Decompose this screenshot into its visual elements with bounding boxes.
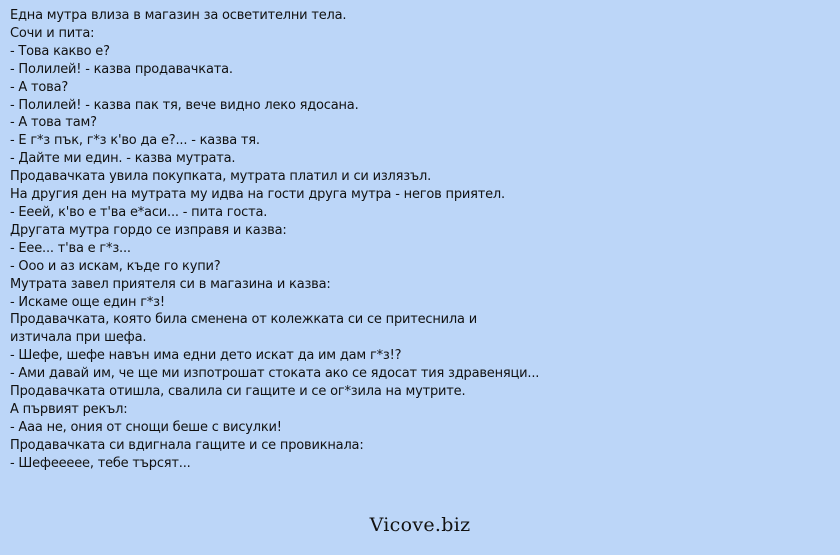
joke-line: Другата мутра гордо се изправя и казва:	[10, 222, 287, 238]
joke-line: - Ооо и аз искам, къде го купи?	[10, 258, 221, 274]
joke-line: - А това?	[10, 79, 69, 95]
joke-line: - Шефе, шефе навън има едни дето искат да им дам г*з!?	[10, 348, 402, 364]
joke-line: А първият рекъл:	[10, 401, 128, 417]
joke-line: Сочи и пита:	[10, 25, 95, 41]
joke-line: - Това какво е?	[10, 43, 110, 59]
joke-line: - Полилей! - казва пак тя, вече видно леко ядосана.	[10, 97, 359, 113]
joke-line: Продавачката отишла, свалила си гащите и се ог*зила на мутрите.	[10, 384, 466, 400]
joke-line: - Ами давай им, че ще ми изпотрошат стоката ако се ядосат тия здравеняци...	[10, 366, 540, 382]
joke-line: - Ааа не, ония от снощи беше с висулки!	[10, 419, 282, 435]
joke-line: - А това там?	[10, 115, 97, 131]
joke-line: - Ееей, к'во е т'ва е*аси... - пита госта.	[10, 204, 268, 220]
joke-line: Една мутра влиза в магазин за осветителни тела.	[10, 8, 347, 23]
joke-line: На другия ден на мутрата му идва на гости друга мутра - негов приятел.	[10, 187, 505, 203]
joke-line: - Еее... т'ва е г*з...	[10, 240, 131, 256]
site-brand: Vicove.biz	[369, 514, 471, 536]
joke-line: - Искаме още един г*з!	[10, 294, 165, 310]
joke-line: - Полилей! - казва продавачката.	[10, 61, 233, 77]
joke-line: Продавачката, която била сменена от колежката си се притеснила и	[10, 312, 477, 328]
joke-line: - Дайте ми един. - казва мутрата.	[10, 151, 236, 167]
joke-line: Продавачката си вдигнала гащите и се провикнала:	[10, 437, 364, 453]
joke-text	[10, 7, 830, 473]
joke-line: Мутрата завел приятеля си в магазина и казва:	[10, 276, 331, 292]
joke-line: - Е г*з пък, г*з к'во да е?... - казва тя.	[10, 133, 260, 149]
joke-line: - Шефеееее, тебе търсят...	[10, 455, 191, 471]
joke-line: изтичала при шефа.	[10, 330, 147, 346]
joke-line: Продавачката увила покупката, мутрата платил и си излязъл.	[10, 169, 432, 185]
